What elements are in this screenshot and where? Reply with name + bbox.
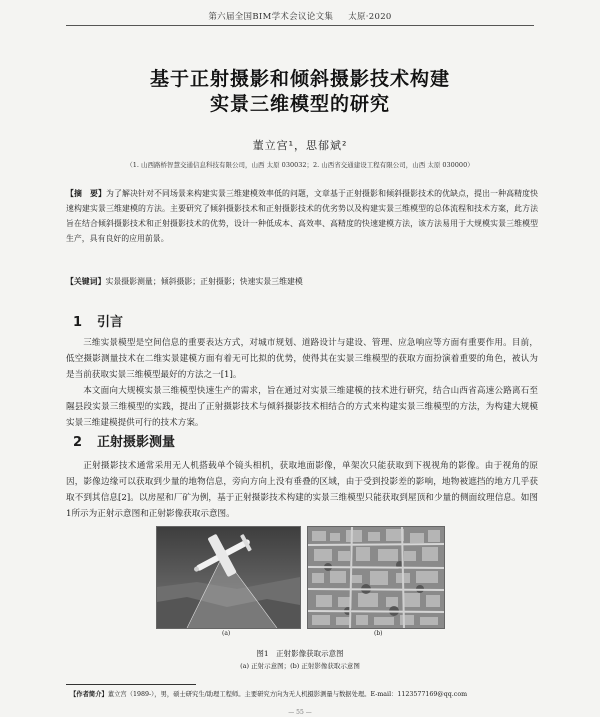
keywords: [66, 274, 538, 289]
body-paragraph: 正射摄影技术通常采用无人机搭载单个镜头相机，获取地面影像，单架次只能获取到下视视角的影像。由于视角的原因，影像边缘可以获取到少量的地物信息，旁向方向上没有垂叠的区域，由于受到投影差的影响，地物被遮挡的地方几乎获取不到其信息[2]。以房屋和厂矿为例，基于正射摄影技术构建的实景三维模型只能获取到屋顶和少量的侧面纹理信息。如图1所示为正射示意图和正射影像获取示意图。: [66, 461, 538, 519]
paper-title-line2: 实景三维模型的研究: [209, 93, 390, 115]
figure-1a-label: (a): [222, 630, 231, 637]
figure-caption: 图1 正射影像获取示意图: [256, 649, 344, 658]
body-paragraph: 本文面向大规模实景三维模型快速生产的需求，旨在通过对实景三维建模的技术进行研究，结合山西省高速公路离石至隰县段实景三维模型的实践，提出了正射摄影技术与倾斜摄影技术相结合的方式来构建实景三维模型的方法，为构建大规模实景三维建模提供可行的技术方案。: [66, 386, 538, 428]
section-number: 2: [73, 435, 83, 450]
section-heading-2: [73, 431, 175, 450]
authors: 董立宫¹，思郁斌²: [252, 139, 348, 152]
section-heading-1: [73, 311, 123, 330]
page-number: — 55 —: [288, 709, 312, 716]
keywords-label: 【关键词】: [66, 277, 106, 286]
conference-name: 第六届全国BIM学术会议论文集: [208, 12, 334, 22]
running-header: [0, 10, 600, 22]
figure-1b-label: (b): [374, 630, 383, 637]
header-rule: [66, 25, 534, 26]
footnote-rule: [66, 684, 196, 685]
section-title: 引言: [97, 315, 124, 330]
body-paragraph: 三维实景模型是空间信息的重要表达方式，对城市规划、道路设计与建设、管理、应急响应等方面有重要作用。目前，低空摄影测量技术在二维实景建模方面有着无可比拟的优势，使得其在实景三维模型的获取方面扮演着重要的角色，被认为是当前获取实景三维模型最好的方法之一[1]。: [66, 338, 538, 380]
keywords-text: 实景摄影测量；倾斜摄影；正射摄影；快速实景三维建模: [105, 277, 303, 286]
paper-title-line1: 基于正射摄影和倾斜摄影技术构建: [149, 68, 450, 90]
author-footnote: [70, 689, 538, 698]
figure-subcaption: (a) 正射示意图；(b) 正射影像获取示意图: [240, 662, 360, 670]
section-number: 1: [73, 315, 83, 330]
figure-1b-aerial-image: [307, 526, 445, 629]
abstract-label: 【摘 要】: [66, 189, 107, 198]
abstract: [66, 186, 538, 246]
conference-location: 太原·2020: [348, 12, 392, 22]
section-title: 正射摄影测量: [97, 435, 176, 450]
abstract-text: 为了解决针对不同场景来构建实景三维建模效率低的问题，文章基于正射摄影和倾斜摄影技术的优缺点，提出一种高精度快速构建实景三维建模的方法。主要研究了倾斜摄影技术和正射摄影技术的优劣势以及构建实景三维模型的总体流程和技术方案，此方法旨在结合倾斜摄影技术和正射摄影技术的优势，设计一种低成本、高效率、高精度的快速建模方法，该方法易用于大规模实景三维模型生产，具有良好的应用前景。: [66, 189, 538, 243]
affiliation: （1. 山西路桥智慧交通信息科技有限公司，山西 太原 030032；2. 山西省交通建设工程有限公司，山西 太原 030000）: [126, 161, 474, 169]
footnote-label: 【作者简介】: [70, 691, 108, 698]
footnote-text: 董立宫（1989-），男，硕士研究生/助理工程师。主要研究方向为无人机摄影测量与数据处理。E-mail：1123577169@qq.com: [107, 691, 468, 698]
figure-1a-drone-image: [156, 526, 301, 629]
